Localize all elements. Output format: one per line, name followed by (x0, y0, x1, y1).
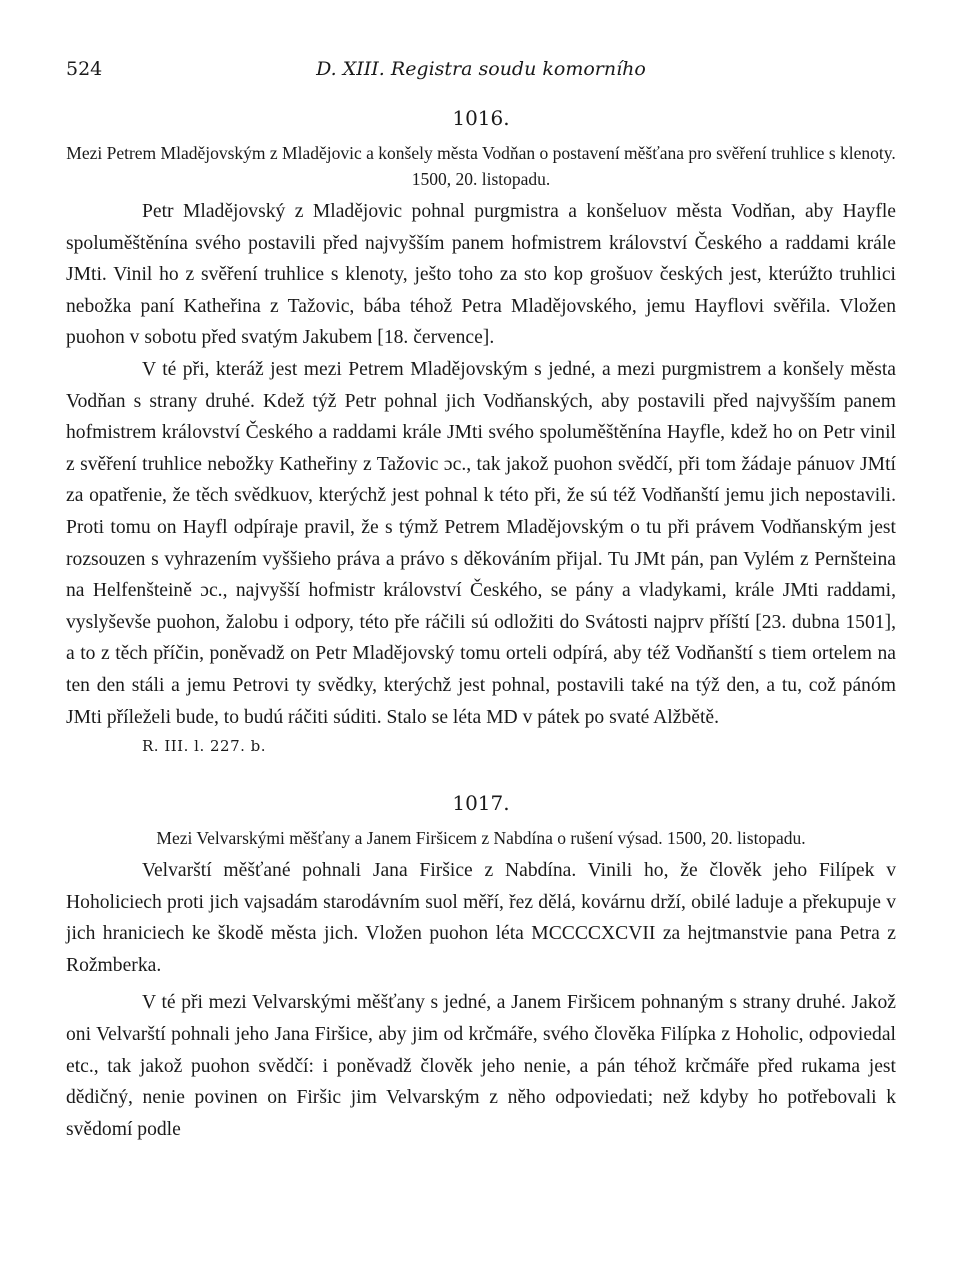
running-title: D. XIII. Registra soudu komorního (316, 58, 646, 80)
entry-separator (66, 755, 896, 771)
entry-paragraph: Velvarští měšťané pohnali Jana Firšice z Nabdína. Vinili ho, že člověk jeho Filípek v Hoholiciech proti jich vajsadám starodávním suol měří, řez dělá, kovárnu drží, obilé laduje a překupuje v jich hraniciech ke škodě města jich. Vložen puohon léta MCCCCXCVII za hejtmanstvie pana Petra z Rožmberka. (66, 860, 896, 976)
document-page (66, 58, 896, 1145)
entry-paragraph: Petr Mladějovský z Mladějovic pohnal purgmistra a konšeluov města Vodňan, aby Hayfle spoluměštěnína svého postavili před najvyšším panem hofmistrem království Českého a raddami krále JMti. Vinil ho z svěření truhlice s klenoty, ješto toho za sto kop grošuov českých jest, kterúžto truhlici nebožka paní Katheřina z Tažovic, bába téhož Petra Mladějovského, jemu Hayflovi svěřila. Vložen puohon v sobotu před svatým Jakubem [18. července]. (66, 201, 896, 349)
entry-number: 1016. (452, 106, 510, 130)
entry-1017 (66, 791, 896, 1145)
entry-paragraph: V té při, kteráž jest mezi Petrem Mladějovským s jedné, a mezi purgmistrem a konšely města Vodňan s strany druhé. Kdež týž Petr pohnal jich Vodňanských, aby postavili před najvyšším panem hofmistrem království Českého a raddami krále JMti svého spoluměštěnína Hayfle, kdež ho on Petr vinil z svěření truhlice nebožky Katheřiny z Tažovic ɔc., tak jakož puohon svědčí, při tom žádaje pánuov JMtí za opatřenie, že těch svědkuov, kterýchž jest pohnal k této při, že sú též Vodňanští jemu jich nepostavili. Proti tomu on Hayfl odpíraje pravil, že s týmž Petrem Mladějovským o tu při právem Vodňanským jest rozsouzen s vyhrazením vyššieho práva a právo s děkováním přijal. Tu JMt pán, pan Vylém z Pernšteina na Helfenšteině ɔc., najvyšší hofmistr království Českého, se pány a vladykami, krále JMti raddami, vyslyševše puohon, žalobu i odpory, této pře ráčili sú odložiti do Svátosti najprv příští [23. dubna 1501], a to z těch příčin, poněvadž on Petr Mladějovský tomu orteli odpírá, aby též Vodňanští s tiem ortelem na ten den stáli a jemu Petrovi ty svědky, kterýchž jest pohnal, postavili také na týž den, a tu, což pánóm JMti příleželi bude, to budú ráčiti súditi. Stalo se léta MD v pátek po svaté Alžbětě. (66, 358, 896, 728)
entry-1016 (66, 106, 896, 755)
entry-regest: Mezi Velvarskými měšťany a Janem Firšicem z Nabdína o rušení výsad. 1500, 20. listopadu. (156, 828, 806, 849)
page-number: 524 (66, 58, 103, 80)
entry-number: 1017. (452, 791, 510, 816)
source-reference: R. III. l. 227. b. (142, 737, 267, 756)
running-header (66, 58, 896, 88)
entry-paragraph: V té při mezi Velvarskými měšťany s jedné, a Janem Firšicem pohnaným s strany druhé. Jakož oni Velvarští pohnali jeho Jana Firšice, aby jim od krčmáře, svého člověka Filípka z Hoholic, odpoviedal etc., tak jakož puohon svědčí: i poněvadž člověk jeho nenie, a pán téhož krčmáře před rukama jest dědičný, nenie povinen on Firšic jim Velvarským z něho odpoviedati; než kdyby ho potřebovali k svědomí podle (66, 992, 896, 1140)
entry-regest: Mezi Petrem Mladějovským z Mladějovic a konšely města Vodňan o postavení měšťana pro svěření truhlice s klenoty. 1500, 20. listopadu. (66, 143, 896, 189)
